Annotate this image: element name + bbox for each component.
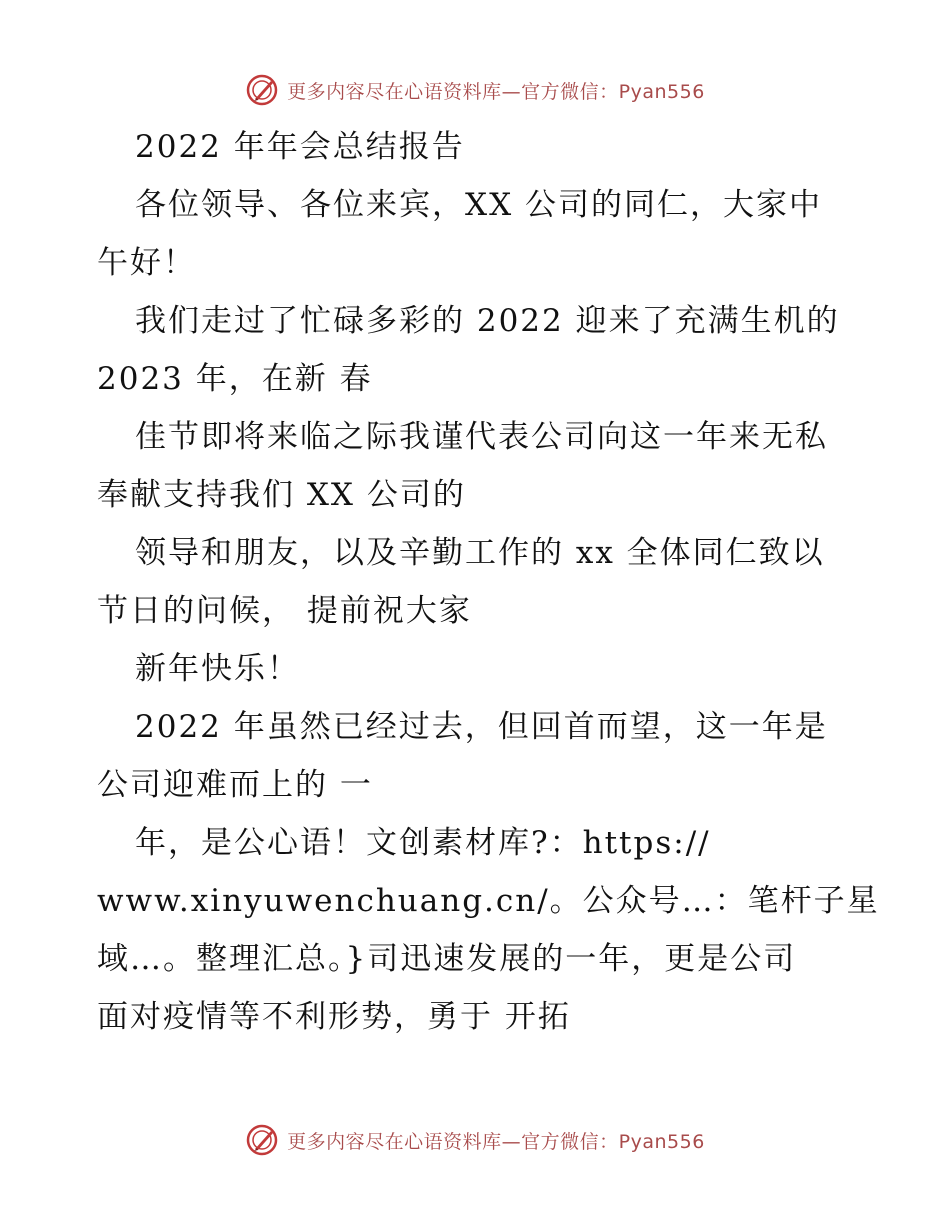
text-line: 我们走过了忙碌多彩的 2022 迎来了充满生机的: [135, 303, 840, 339]
text-line: 佳节即将来临之际我谨代表公司向这一年来无私: [135, 419, 828, 455]
text-line: 2023 年，在新 春: [97, 361, 373, 397]
text-line: 域…。整理汇总。}司迅速发展的一年，更是公司: [97, 941, 797, 977]
text-line: 节日的问候， 提前祝大家: [97, 593, 472, 629]
text-line: 2022 年年会总结报告: [135, 129, 465, 165]
quill-seal-icon: [245, 1123, 279, 1157]
text-line: 新年快乐！: [135, 651, 300, 687]
text-line: 2022 年虽然已经过去，但回首而望，这一年是: [135, 709, 828, 745]
text-line: 各位领导、各位来宾，XX 公司的同仁，大家中: [135, 187, 822, 223]
footer-banner: [0, 1120, 950, 1160]
quill-seal-icon: [245, 73, 279, 107]
header-banner-text: 更多内容尽在心语资料库—官方微信：Pyan556: [287, 80, 705, 103]
text-line: 奉献支持我们 XX 公司的: [97, 477, 466, 513]
footer-banner-text: 更多内容尽在心语资料库—官方微信：Pyan556: [287, 1130, 705, 1153]
text-line: 午好！: [97, 245, 196, 281]
header-banner: [0, 70, 950, 110]
document-body: [97, 118, 880, 1046]
text-line: 公司迎难而上的 一: [97, 767, 373, 803]
text-line: www.xinyuwenchuang.cn/。公众号…：笔杆子星: [97, 883, 880, 919]
text-line: 面对疫情等不利形势，勇于 开拓: [97, 999, 571, 1035]
text-line: 年，是公心语！文创素材库?：https://: [135, 825, 711, 861]
text-line: 领导和朋友，以及辛勤工作的 xx 全体同仁致以: [135, 535, 825, 571]
